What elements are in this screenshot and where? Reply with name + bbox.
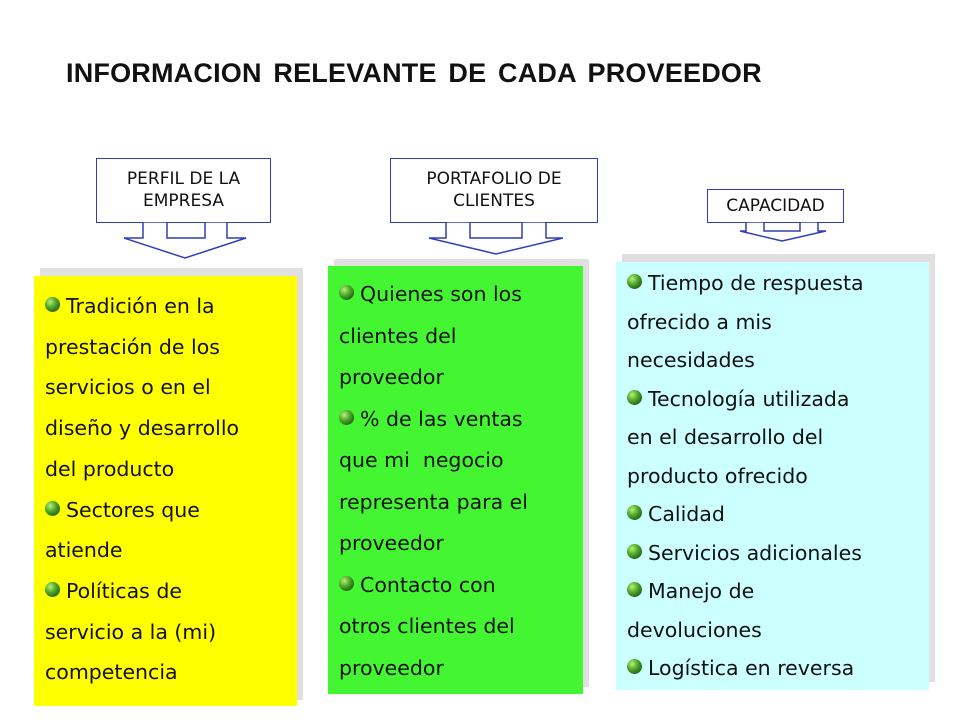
panel-line [627,649,929,688]
line-text: Sectores que [66,497,200,522]
panel-line [339,565,583,607]
green-ball-bullet-icon [45,582,60,597]
panel-line [45,530,297,571]
panel-line [627,341,929,380]
line-text: Políticas de [66,578,182,603]
header-line: CAPACIDAD [726,196,825,216]
panel-line [45,408,297,449]
line-text: del producto [45,456,175,481]
green-ball-bullet-icon [339,285,354,300]
down-arrow-icon [426,222,566,258]
line-text: Tiempo de respuesta [648,271,864,295]
line-text: ofrecido a mis [627,309,772,334]
line-text: proveedor [339,655,444,680]
line-text: servicios o en el [45,375,211,400]
panel-line [45,652,297,693]
panel-line [45,286,297,327]
panel-line [627,380,929,419]
down-arrow-icon [738,222,828,244]
line-text: devoluciones [627,617,762,642]
header-line: PORTAFOLIO DE [426,169,562,189]
line-text: producto ofrecido [627,463,808,488]
line-text: Tradición en la [66,294,215,318]
header-line: EMPRESA [143,191,224,211]
header-portafolio-clientes [390,158,598,223]
line-text: Servicios adicionales [648,540,862,565]
green-ball-bullet-icon [627,505,642,520]
panel-line [627,572,929,611]
panel-line [339,357,583,399]
panel-line [45,327,297,368]
line-text: proveedor [339,365,444,389]
line-text: clientes del [339,323,457,348]
line-text: % de las ventas [360,406,523,431]
green-ball-bullet-icon [45,297,60,312]
header-line: PERFIL DE LA [126,169,241,189]
panel-line [627,303,929,342]
line-text: representa para el [339,489,528,514]
line-text: otros clientes del [339,614,515,638]
green-ball-bullet-icon [627,659,642,674]
line-text: necesidades [627,348,755,372]
panel-perfil-empresa [34,276,297,706]
line-text: atiende [45,538,123,563]
line-text: competencia [45,660,178,685]
line-text: en el desarrollo del [627,425,824,449]
panel-line [339,274,583,316]
green-ball-bullet-icon [627,390,642,405]
panel-capacidad [616,262,929,690]
line-text: diseño y desarrollo [45,416,240,441]
panel-portafolio-clientes [328,266,583,694]
line-text: que mi negocio [339,448,504,472]
line-text: Tecnología utilizada [648,386,850,411]
line-text: proveedor [339,531,444,555]
header-perfil-empresa [96,158,271,223]
panel-line [627,264,929,303]
line-text: Calidad [648,502,725,526]
green-ball-bullet-icon [627,544,642,559]
down-arrow-icon [120,222,250,262]
panel-line [45,367,297,408]
line-text: servicio a la (mi) [45,619,217,644]
header-capacidad [707,189,844,223]
panel-line [339,523,583,565]
green-ball-bullet-icon [45,501,60,516]
panel-line [627,534,929,573]
header-line: CLIENTES [453,191,535,211]
panel-line [627,418,929,457]
panel-line [627,457,929,496]
panel-line [627,495,929,534]
green-ball-bullet-icon [627,274,642,289]
panel-line [339,316,583,358]
panel-line [339,606,583,648]
panel-line [45,449,297,490]
panel-line [45,612,297,653]
panel-line [627,611,929,650]
panel-line [45,490,297,531]
panel-line [45,571,297,612]
green-ball-bullet-icon [339,410,354,425]
line-text: Quienes son los [360,282,522,306]
line-text: Manejo de [648,579,755,603]
panel-line [339,440,583,482]
line-text: Contacto con [360,572,496,597]
green-ball-bullet-icon [339,576,354,591]
green-ball-bullet-icon [627,582,642,597]
panel-line [339,648,583,690]
panel-line [339,399,583,441]
panel-line [339,482,583,524]
line-text: prestación de los [45,334,220,359]
line-text: Logística en reversa [648,656,855,680]
page-title: INFORMACION RELEVANTE DE CADA PROVEEDOR [66,58,762,88]
